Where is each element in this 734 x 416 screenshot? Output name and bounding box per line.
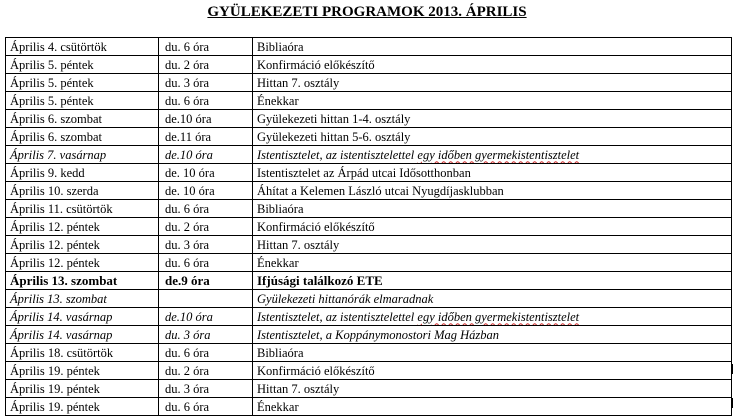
date-cell: Április 13. szombat (6, 290, 159, 308)
table-row (6, 128, 732, 146)
table-row (6, 272, 732, 290)
spellcheck-marked-text: egy időben gyermekistentisztelet (417, 147, 580, 162)
time-cell: de. 10 óra (159, 164, 253, 182)
time-cell: du. 6 óra (159, 344, 253, 362)
date-cell: Április 10. szerda (6, 182, 159, 200)
event-cell: Ifjúsági találkozó ETE (253, 272, 732, 290)
date-cell: Április 5. péntek (6, 74, 159, 92)
time-cell: du. 3 óra (159, 326, 253, 344)
date-cell: Április 13. szombat (6, 272, 159, 290)
table-row (6, 290, 732, 308)
date-cell: Április 19. péntek (6, 398, 159, 416)
event-cell: Konfirmáció előkészítő (253, 56, 732, 74)
event-cell: Hittan 7. osztály (253, 380, 732, 398)
event-cell: Gyülekezeti hittan 5-6. osztály (253, 128, 732, 146)
event-cell: Hittan 7. osztály (253, 74, 732, 92)
time-cell: de.11 óra (159, 128, 253, 146)
schedule-table (5, 37, 732, 416)
date-cell: Április 5. péntek (6, 56, 159, 74)
table-row (6, 92, 732, 110)
table-row (6, 110, 732, 128)
time-cell: de.9 óra (159, 272, 253, 290)
time-cell: du. 6 óra (159, 92, 253, 110)
time-cell: de.10 óra (159, 110, 253, 128)
table-row (6, 56, 732, 74)
time-cell: du. 6 óra (159, 398, 253, 416)
table-row (6, 254, 732, 272)
date-cell: Április 11. csütörtök (6, 200, 159, 218)
date-cell: Április 14. vasárnap (6, 308, 159, 326)
time-cell: du. 3 óra (159, 380, 253, 398)
event-cell: Gyülekezeti hittan 1-4. osztály (253, 110, 732, 128)
event-cell: Bibliaóra (253, 38, 732, 56)
spellcheck-marked-text: egy időben gyermekistentisztelet (417, 309, 580, 324)
table-row (6, 326, 732, 344)
event-cell: Énekkar (253, 254, 732, 272)
date-cell: Április 19. péntek (6, 380, 159, 398)
date-cell: Április 6. szombat (6, 128, 159, 146)
page-title: GYÜLEKEZETI PROGRAMOK 2013. ÁPRILIS (207, 4, 527, 20)
event-cell: Hittan 7. osztály (253, 236, 732, 254)
date-cell: Április 7. vasárnap (6, 146, 159, 164)
event-cell: Énekkar (253, 398, 732, 416)
time-cell: du. 2 óra (159, 56, 253, 74)
time-cell: du. 6 óra (159, 200, 253, 218)
table-row (6, 308, 732, 326)
date-cell: Április 12. péntek (6, 218, 159, 236)
event-cell: Bibliaóra (253, 200, 732, 218)
date-cell: Április 9. kedd (6, 164, 159, 182)
event-text: Istentisztelet, az istentisztelettel (257, 147, 418, 162)
event-cell: Istentisztelet, a Koppánymonostori Mag Házban (253, 326, 732, 344)
date-cell: Április 12. péntek (6, 236, 159, 254)
table-row (6, 236, 732, 254)
event-text: Istentisztelet, az istentisztelettel (257, 309, 418, 324)
table-row (6, 164, 732, 182)
date-cell: Április 12. péntek (6, 254, 159, 272)
table-row (6, 182, 732, 200)
table-row (6, 398, 732, 416)
time-cell: du. 6 óra (159, 254, 253, 272)
table-row (6, 380, 732, 398)
date-cell: Április 4. csütörtök (6, 38, 159, 56)
time-cell: du. 2 óra (159, 218, 253, 236)
time-cell: de. 10 óra (159, 182, 253, 200)
table-row (6, 38, 732, 56)
event-cell: Bibliaóra (253, 344, 732, 362)
event-cell (253, 308, 732, 326)
time-cell: du. 3 óra (159, 236, 253, 254)
date-cell: Április 6. szombat (6, 110, 159, 128)
time-cell: du. 3 óra (159, 74, 253, 92)
table-row (6, 200, 732, 218)
event-cell (253, 146, 732, 164)
date-cell: Április 5. péntek (6, 92, 159, 110)
date-cell: Április 14. vasárnap (6, 326, 159, 344)
table-row (6, 146, 732, 164)
date-cell: Április 18. csütörtök (6, 344, 159, 362)
table-row (6, 362, 732, 380)
table-row (6, 344, 732, 362)
table-edge-mark (732, 364, 733, 374)
time-cell: de.10 óra (159, 146, 253, 164)
event-cell: Áhítat a Kelemen László utcai Nyugdíjasklubban (253, 182, 732, 200)
time-cell: de.10 óra (159, 308, 253, 326)
event-cell: Gyülekezeti hittanórák elmaradnak (253, 290, 732, 308)
event-cell: Énekkar (253, 92, 732, 110)
table-row (6, 74, 732, 92)
schedule-table-body (6, 38, 732, 416)
date-cell: Április 19. péntek (6, 362, 159, 380)
table-edge-mark (732, 398, 733, 408)
time-cell: du. 2 óra (159, 362, 253, 380)
time-cell (159, 290, 253, 308)
event-cell: Konfirmáció előkészítő (253, 218, 732, 236)
table-row (6, 218, 732, 236)
time-cell: du. 6 óra (159, 38, 253, 56)
event-cell: Istentisztelet az Árpád utcai Idősotthonban (253, 164, 732, 182)
event-cell: Konfirmáció előkészítő (253, 362, 732, 380)
